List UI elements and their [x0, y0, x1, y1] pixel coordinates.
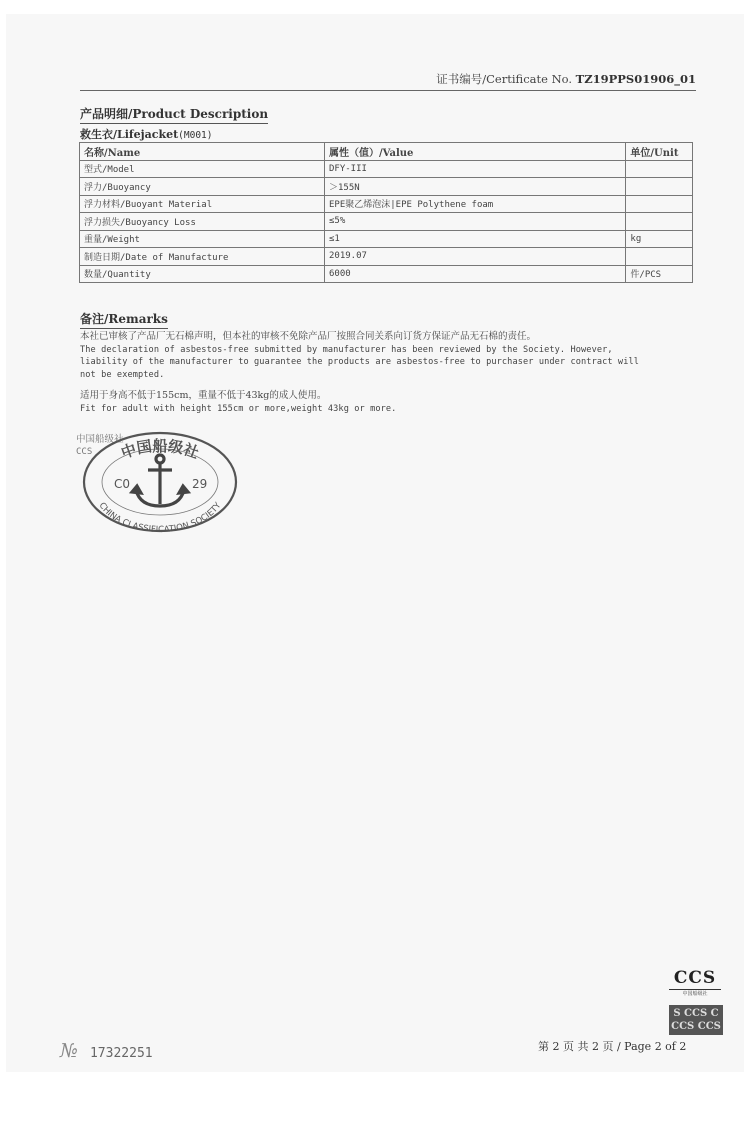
remark-cn-2: 适用于身高不低于155cm，重量不低于43kg的成人使用。	[80, 390, 327, 401]
product-spec-table	[79, 142, 693, 283]
row-value: 2019.07	[325, 248, 626, 266]
certificate-number-line	[80, 71, 696, 91]
ccs-box-line2: CCS CCS	[671, 1021, 721, 1032]
ccs-logo-text: CCS	[673, 968, 717, 988]
row-value: 6000	[325, 265, 626, 283]
row-name: 浮力损失/Buoyancy Loss	[80, 213, 325, 231]
stamp-bottom-text: CHINA CLASSIFICATION SOCIETY	[96, 500, 224, 534]
row-unit	[626, 195, 693, 213]
ccs-anchor-seal-stamp	[80, 426, 240, 534]
row-name: 浮力材料/Buoyant Material	[80, 195, 325, 213]
row-name: 重量/Weight	[80, 230, 325, 248]
serial-value: 17322251	[89, 1046, 153, 1061]
remarks-body	[80, 331, 695, 415]
remarks-title: 备注/Remarks	[80, 310, 168, 329]
row-value: ≤5%	[325, 213, 626, 231]
serial-number	[60, 1040, 153, 1062]
row-unit	[626, 248, 693, 266]
table-header-row	[80, 143, 693, 161]
serial-mark: №	[60, 1040, 78, 1062]
table-row	[80, 195, 693, 213]
row-name: 浮力/Buoyancy	[80, 178, 325, 196]
remark-en-1b: liability of the manufacturer to guarantee the products are asbestos-free to purchaser under contract will	[80, 357, 640, 367]
row-unit	[626, 178, 693, 196]
ccs-hologram-label	[669, 1005, 723, 1035]
ccs-logo-subtext: 中国船级社	[669, 989, 721, 997]
table-row	[80, 178, 693, 196]
stamp-left-code: C0	[114, 477, 131, 491]
row-value: DFY-III	[325, 160, 626, 178]
remark-en-1c: not be exempted.	[80, 369, 165, 380]
row-value: ≤1	[325, 230, 626, 248]
row-unit: 件/PCS	[626, 265, 693, 283]
table-row	[80, 160, 693, 178]
office-cn: 中国船级社	[76, 434, 124, 445]
row-unit	[626, 160, 693, 178]
header-value: 属性（值）/Value	[325, 143, 626, 161]
remark-cn-1: 本社已审核了产品厂无石棉声明，但本社的审核不免除产品厂按照合同关系向订货方保证产品无石棉的责任。	[80, 331, 537, 342]
certificate-label: 证书编号/Certificate No.	[436, 72, 573, 86]
row-unit	[626, 213, 693, 231]
item-title	[80, 126, 213, 142]
item-code: (M001)	[178, 130, 213, 141]
row-name: 数量/Quantity	[80, 265, 325, 283]
table-row	[80, 248, 693, 266]
table-row	[80, 265, 693, 283]
stamp-top-text: 中国船级社	[118, 436, 202, 463]
table-row	[80, 230, 693, 248]
row-unit: kg	[626, 230, 693, 248]
product-section-title: 产品明细/Product Description	[80, 105, 268, 124]
page-number: 第 2 页 共 2 页 / Page 2 of 2	[538, 1040, 687, 1053]
remark-en-1a: The declaration of asbestos-free submitted by manufacturer has been reviewed by the Society. However,	[80, 344, 613, 355]
table-row	[80, 213, 693, 231]
remark-en-2: Fit for adult with height 155cm or more,weight 43kg or more.	[80, 403, 397, 414]
stamp-right-code: 29	[192, 477, 208, 491]
header-name: 名称/Name	[80, 143, 325, 161]
header-unit: 单位/Unit	[626, 143, 693, 161]
anchor-icon	[132, 455, 188, 506]
row-name: 制造日期/Date of Manufacture	[80, 248, 325, 266]
ccs-box-line1: S CCS C	[673, 1008, 719, 1019]
office-en: CCS	[76, 447, 93, 457]
ccs-logo	[669, 968, 721, 1035]
row-value: ＞155N	[325, 178, 626, 196]
row-name: 型式/Model	[80, 160, 325, 178]
row-value: EPE聚乙烯泡沫|EPE Polythene foam	[325, 195, 626, 213]
item-name: 救生衣/Lifejacket	[80, 128, 179, 141]
certificate-number: TZ19PPS01906_01	[575, 72, 696, 86]
